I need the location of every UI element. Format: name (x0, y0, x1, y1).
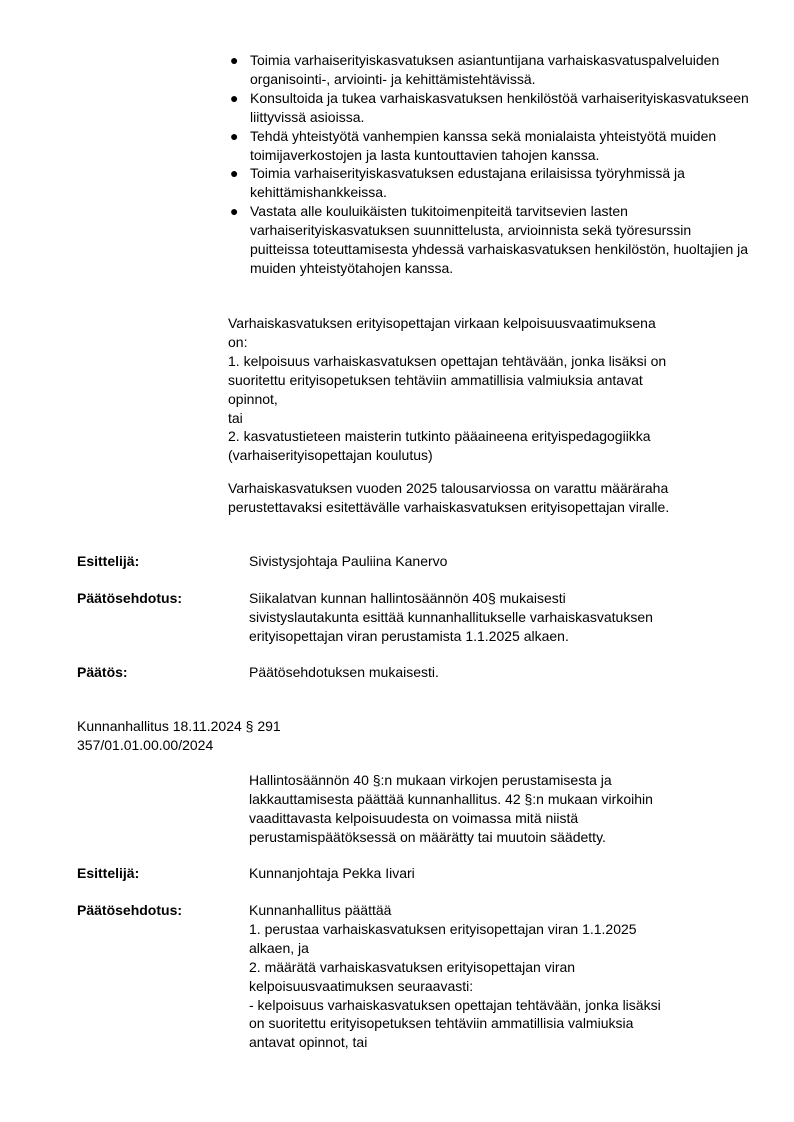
duty-text: Tehdä yhteistyötä vanhempien kanssa sekä monialaista yhteistyötä muiden toimijaverkostojen ja lasta kuntouttavien tahojen kanssa. (250, 127, 717, 163)
duties-list (230, 51, 750, 278)
duty-text: Toimia varhaiserityiskasvatuksen edustajana erilaisissa työryhmissä ja kehittämishankkeissa. (250, 165, 685, 201)
budget-paragraph: Varhaiskasvatuksen vuoden 2025 talousarviossa on varattu määräraha perustettavaksi esitettävälle varhaiskasvatuksen erityisopettajan viralle. (228, 480, 670, 515)
proposal-label: Päätösehdotus: (77, 590, 183, 606)
intro-paragraph: Hallintosäännön 40 §:n mukaan virkojen perustamisesta ja lakkauttamisesta päättää kunnanhallitus. 42 §:n mukaan virkoihin vaadittavasta kelpoisuudesta on voimassa mitä niistä perustamispäätöksessä on määrätty tai muutoin säädetty. (249, 772, 653, 845)
list-item (230, 164, 750, 202)
decision-value: Päätösehdotuksen mukaisesti. (249, 664, 439, 680)
bullet-icon: ● (230, 52, 239, 68)
duty-text: Vastata alle kouluikäisten tukitoimenpiteitä tarvitsevien lasten varhaiserityiskasvatuksen suunnittelusta, arvioinnista sekä työresurssin puitteissa toteuttamisesta yhdessä varhaiskasvatuksen henkilöstön, huoltajien ja muiden yhteistyötahojen kanssa. (250, 203, 749, 276)
meeting-reference: 357/01.01.00.00/2024 (77, 736, 214, 753)
proposal-label: Päätösehdotus: (77, 902, 183, 918)
presenter-label: Esittelijä: (77, 553, 140, 569)
presenter-label: Esittelijä: (77, 865, 140, 881)
list-item (230, 89, 750, 127)
proposal-value: Siikalatvan kunnan hallintosäännön 40§ mukaisesti sivistyslautakunta esittää kunnanhallitukselle varhaiskasvatuksen erityisopettajan viran perustamista 1.1.2025 alkaen. (249, 590, 653, 644)
meeting-body: Kunnanhallitus 18.11.2024 § 291 (77, 718, 281, 734)
proposal-value: Kunnanhallitus päättää 1. perustaa varhaiskasvatuksen erityisopettajan viran 1.1.2025 alkaen, ja 2. määrätä varhaiskasvatuksen erityisopettajan viran kelpoisuusvaatimuksen seuraavasti: - kelpoisuus varhaiskasvatuksen opettajan tehtävään, jonka lisäksi on suoritettu erityisopetuksen tehtäviin ammatillisia valmiuksia antavat opinnot, tai (249, 902, 661, 1051)
presenter-value: Kunnanjohtaja Pekka Iivari (249, 865, 415, 881)
bullet-icon: ● (230, 89, 239, 106)
meeting-header (77, 717, 477, 755)
decision-label: Päätös: (77, 664, 128, 680)
bullet-icon: ● (230, 127, 239, 144)
qualifications-paragraph: Varhaiskasvatuksen erityisopettajan virkaan kelpoisuusvaatimuksena on: 1. kelpoisuus varhaiskasvatuksen opettajan tehtävään, jonka lisäksi on suoritettu erityisopetuksen tehtäviin ammatillisia valmiuksia antavat opinnot, tai 2. kasvatustieteen maisterin tutkinto pääaineena erityispedagogiikka (varhaiserityisopettajan koulutus) (228, 315, 667, 464)
list-item (230, 127, 750, 165)
duty-text: Toimia varhaiserityiskasvatuksen asiantuntijana varhaiskasvatuspalveluiden organisointi-, arviointi- ja kehittämistehtävissä. (250, 52, 720, 87)
bullet-icon: ● (230, 165, 239, 182)
bullet-icon: ● (230, 203, 239, 220)
presenter-value: Sivistysjohtaja Pauliina Kanervo (249, 553, 448, 569)
list-item (230, 202, 750, 278)
duty-text: Konsultoida ja tukea varhaiskasvatuksen henkilöstöä varhaiserityiskasvatukseen liittyvissä asioissa. (250, 89, 749, 125)
list-item (230, 51, 750, 89)
